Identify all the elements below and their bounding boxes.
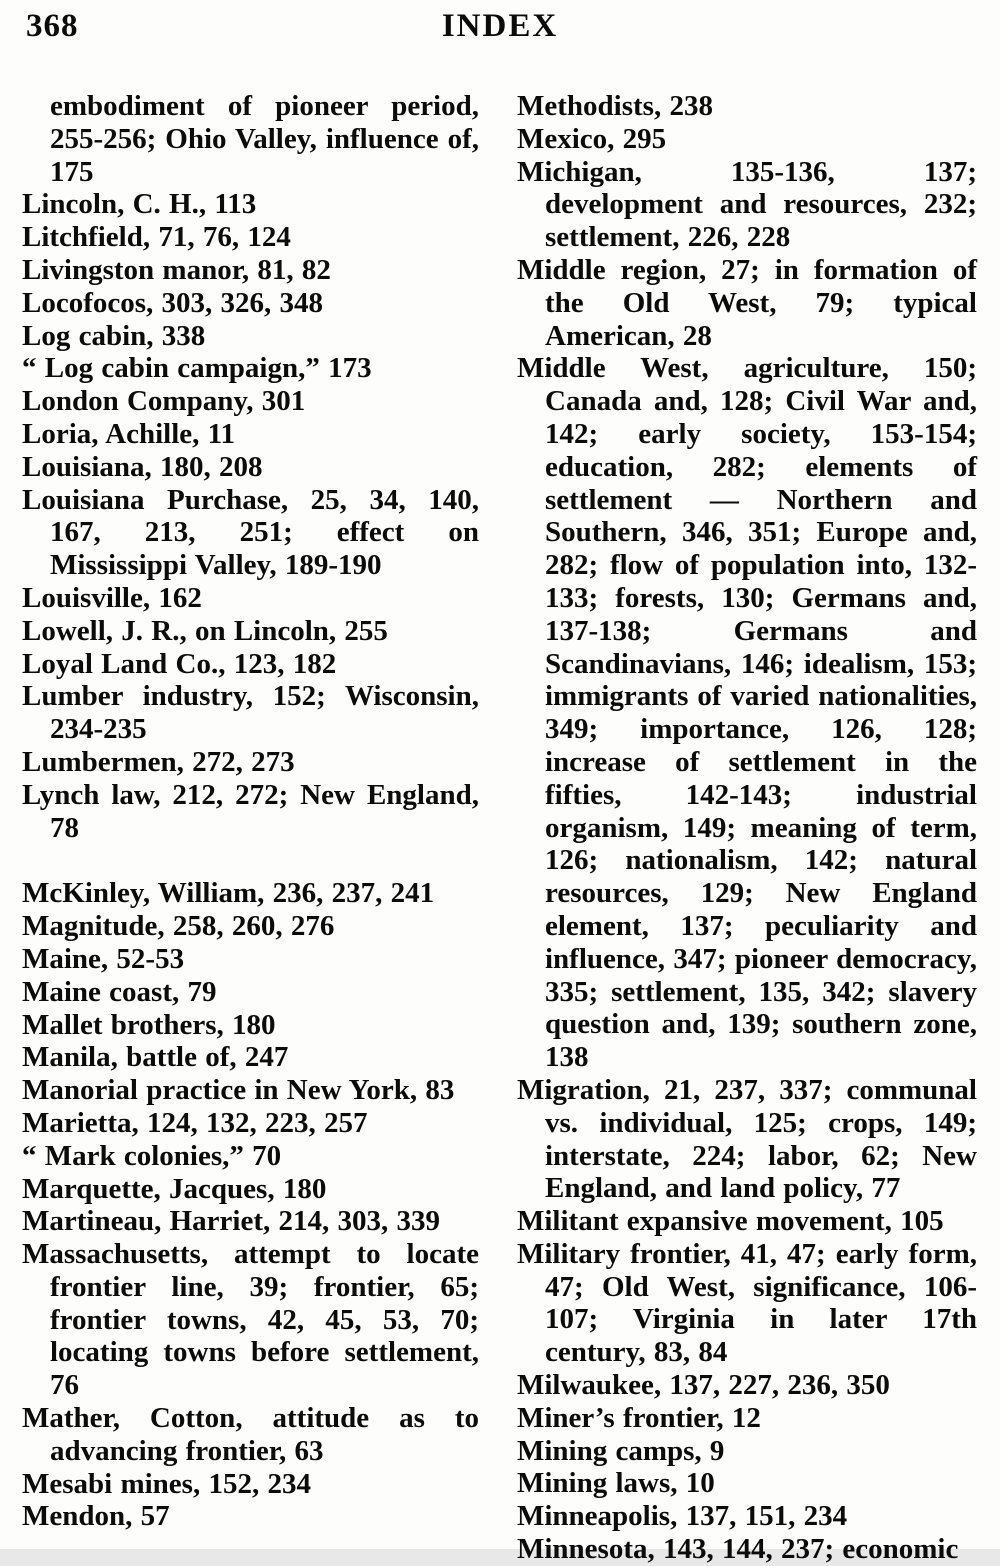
- index-entry: Mendon, 57: [22, 1500, 170, 1533]
- index-entry: Livingston manor, 81, 82: [22, 253, 331, 286]
- index-entry: Middle West, agriculture, 150; Canada and, 128; Civil War and, 142; early society, 153-154; education, 282; elements of settlement — Northern and Southern, 346, 351; Europe and, 282; flow of population into, 132-133; forests, 130; Germans and, 137-138; Germans and Scandinavians, 146; idealism, 153; immigrants of varied nationalities, 349; importance, 126, 128; increase of settlement in the fifties, 142-143; industrial organism, 149; meaning of term, 126; nationalism, 142; natural resources, 129; New England element, 137; peculiarity and influence, 347; pioneer democracy, 335; settlement, 135, 342; slavery question and, 139; southern zone, 138: [517, 352, 977, 1074]
- index-entry: Louisiana Purchase, 25, 34, 140, 167, 213, 251; effect on Mississippi Valley, 189-190: [22, 483, 479, 582]
- index-entry: Mesabi mines, 152, 234: [22, 1467, 311, 1500]
- index-entry: Militant expansive movement, 105: [517, 1205, 944, 1238]
- index-entry: Minneapolis, 137, 151, 234: [517, 1500, 848, 1533]
- index-entry: Maine coast, 79: [22, 975, 217, 1008]
- index-entry: Mining laws, 10: [517, 1467, 715, 1500]
- index-entry: Methodists, 238: [517, 90, 713, 122]
- index-entry: Milwaukee, 137, 227, 236, 350: [517, 1369, 890, 1402]
- index-entry: Loyal Land Co., 123, 182: [22, 647, 337, 680]
- index-column-right: [517, 90, 977, 1566]
- index-entry: Miner’s frontier, 12: [517, 1401, 761, 1434]
- index-entry: Locofocos, 303, 326, 348: [22, 286, 324, 319]
- index-entry: “ Mark colonies,” 70: [22, 1139, 282, 1172]
- index-entry: “ Log cabin campaign,” 173: [22, 352, 372, 385]
- index-entry: Lincoln, C. H., 113: [22, 188, 257, 221]
- index-entry: Mallet brothers, 180: [22, 1008, 276, 1041]
- index-entry: Manila, battle of, 247: [22, 1041, 289, 1074]
- index-entry: Military frontier, 41, 47; early form, 47; Old West, significance, 106-107; Virginia in later 17th century, 83, 84: [517, 1237, 977, 1369]
- index-entry: Manorial practice in New York, 83: [22, 1074, 455, 1107]
- index-entry: Marietta, 124, 132, 223, 257: [22, 1106, 368, 1139]
- index-entry: Lumbermen, 272, 273: [22, 745, 295, 778]
- index-entry: McKinley, William, 236, 237, 241: [22, 877, 435, 910]
- index-entry: Mining camps, 9: [517, 1434, 725, 1467]
- index-entry: Massachusetts, attempt to locate frontier line, 39; frontier, 65; frontier towns, 42, 45, 53, 70; locating towns before settlement, 76: [22, 1238, 479, 1402]
- index-entry: Michigan, 135-136, 137; development and resources, 232; settlement, 226, 228: [517, 155, 977, 254]
- index-column-left: [22, 90, 479, 1533]
- index-entry: Louisiana, 180, 208: [22, 450, 263, 483]
- index-entry: London Company, 301: [22, 385, 306, 418]
- index-entry: Lumber industry, 152; Wisconsin, 234-235: [22, 680, 479, 746]
- index-entry: Middle region, 27; in formation of the Old West, 79; typical American, 28: [517, 253, 977, 352]
- index-entry: embodiment of pioneer period, 255-256; Ohio Valley, influence of, 175: [50, 90, 479, 188]
- index-entry: Migration, 21, 237, 337; communal vs. individual, 125; crops, 149; interstate, 224; labor, 62; New England, and land policy, 77: [517, 1073, 977, 1205]
- index-entry: Magnitude, 258, 260, 276: [22, 910, 335, 943]
- index-entry: Loria, Achille, 11: [22, 417, 236, 450]
- index-entry: Lynch law, 212, 272; New England, 78: [22, 778, 479, 844]
- index-entry: Minnesota, 143, 144, 237; economic: [517, 1533, 959, 1566]
- index-entry: Log cabin, 338: [22, 319, 206, 352]
- index-entry: Louisville, 162: [22, 581, 202, 614]
- index-entry: Mexico, 295: [517, 122, 667, 155]
- index-entry: Litchfield, 71, 76, 124: [22, 221, 291, 254]
- index-entry: Martineau, Harriet, 214, 303, 339: [22, 1205, 440, 1238]
- page-title: INDEX: [441, 8, 559, 44]
- index-entry: Marquette, Jacques, 180: [22, 1172, 327, 1205]
- index-entry: Mather, Cotton, attitude as to advancing frontier, 63: [22, 1402, 479, 1467]
- index-entry: Maine, 52-53: [22, 942, 185, 975]
- index-entry: Lowell, J. R., on Lincoln, 255: [22, 614, 388, 647]
- page-number: 368: [26, 8, 79, 44]
